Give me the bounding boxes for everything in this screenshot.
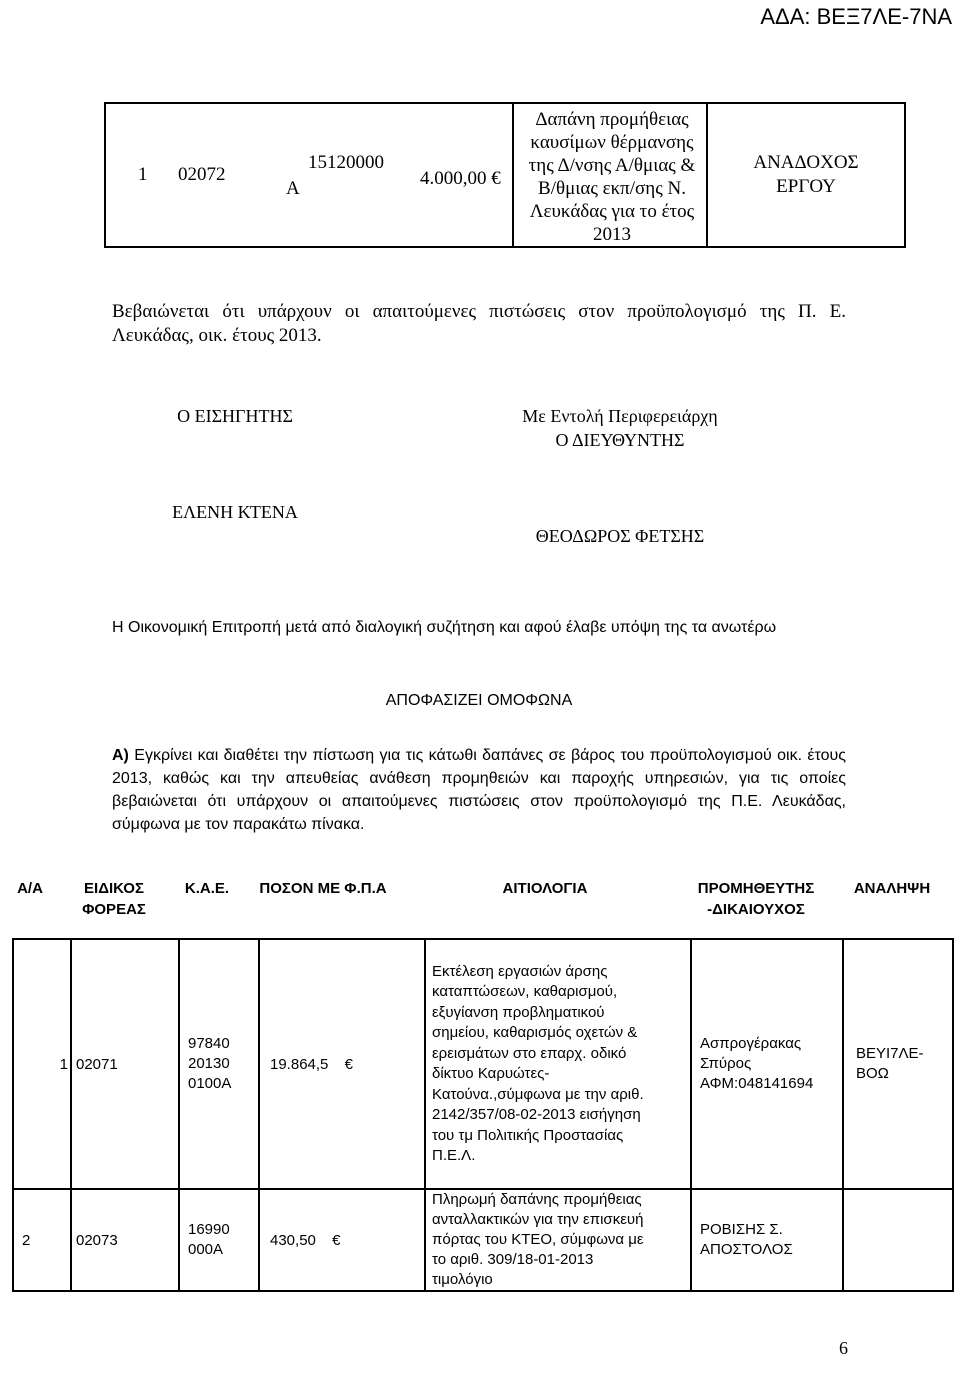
top-amount: 4.000,00 €	[420, 168, 501, 189]
header-kae: Κ.Α.Ε.	[184, 880, 230, 897]
top-kae-a: 15120000	[308, 152, 384, 173]
header-reason: ΑΙΤΙΟΛΟΓΙΑ	[502, 880, 588, 897]
ada-code: ΑΔΑ: ΒΕΞ7ΛΕ-7ΝΑ	[760, 4, 952, 29]
row1-supplier: Ασπρογέρακας Σπύρος ΑΦΜ:048141694	[691, 939, 843, 1189]
table-row	[12, 938, 954, 1190]
row1-commitment: ΒΕΥΙ7ΛΕ- ΒΟΩ	[843, 939, 953, 1189]
decision-paragraph	[112, 744, 846, 836]
header-special-body: ΕΙΔΙΚΟΣ ΦΟΡΕΑΣ	[82, 880, 146, 918]
top-description: Δαπάνη προμήθειας καυσίμων θέρμανσης της Δ/νσης Α/θμιας & Β/θμιας εκπ/σης Ν. Λευκάδας για το έτος 2013	[528, 109, 696, 245]
row2-kae: 16990 000Α	[179, 1189, 259, 1291]
row2-commitment	[843, 1189, 953, 1291]
row1-kae: 97840 20130 0100Α	[179, 939, 259, 1189]
header-supplier: ΠΡΟΜΗΘΕΥΤΗΣ -ΔΙΚΑΙΟΥΧΟΣ	[697, 880, 815, 918]
certification-text: Βεβαιώνεται ότι υπάρχουν οι απαιτούμενες πιστώσεις στον προϋπολογισμό της Π. Ε. Λευκάδας, οικ. έτους 2013.	[112, 301, 846, 346]
top-description-cell	[513, 103, 707, 247]
top-kae-b: Α	[286, 178, 300, 199]
rapporteur-name: ΕΛΕΝΗ ΚΤΕΝΑ	[172, 502, 298, 522]
row1-aa: 1	[13, 939, 71, 1189]
header-commitment: ΑΝΑΛΗΨΗ	[853, 880, 931, 897]
director-name: ΘΕΟΔΩΡΟΣ ΦΕΤΣΗΣ	[535, 526, 705, 546]
page-number: 6	[839, 1338, 848, 1358]
director-title: Με Εντολή Περιφερειάρχη Ο ΔΙΕΥΘΥΝΤΗΣ	[522, 406, 718, 450]
header-amount: ΠΟΣΟΝ ΜΕ Φ.Π.Α	[259, 880, 387, 897]
top-code: 02072	[178, 164, 226, 185]
row2-supplier: ΡΟΒΙΣΗΣ Σ. ΑΠΟΣΤΟΛΟΣ	[691, 1189, 843, 1291]
top-expense-table	[104, 102, 906, 248]
row1-reason: Εκτέλεση εργασιών άρσης καταπτώσεων, καθαρισμού, εξυγίανση προβληματικού σημείου, καθαρισμός οχετών & ερεισμάτων στο επαρχ. οδικό δίκτυο Καρυώτες- Κατούνα.,σύμφωνα με την αριθ. 2142/357/08-02-2013 εισήγηση του τμ Πολιτικής Προστασίας Π.Ε.Λ.	[425, 939, 691, 1189]
top-aa: 1	[138, 164, 148, 185]
committee-intro: Η Οικονομική Επιτροπή μετά από διαλογική συζήτηση και αφού έλαβε υπόψη της τα ανωτέρω	[112, 619, 777, 636]
row1-code: 02071	[71, 939, 179, 1189]
header-aa: Α/Α	[17, 880, 43, 897]
row2-code: 02073	[71, 1189, 179, 1291]
top-row-info	[105, 103, 513, 247]
row2-aa: 2	[13, 1189, 71, 1291]
decision-text: Εγκρίνει και διαθέτει την πίστωση για τις κάτωθι δαπάνες σε βάρος του προϋπολογισμού οικ. έτους 2013, καθώς και την απευθείας ανάθεση προμηθειών και παροχής υπηρεσιών, για τις οποίες βεβαιώνεται ότι υπάρχουν οι απαιτούμενες πιστώσεις στον προϋπολογισμό της Π.Ε. Λευκάδας, σύμφωνα με τον παρακάτω πίνακα.	[112, 747, 846, 833]
row2-reason: Πληρωμή δαπάνης προμήθειας ανταλλακτικών για την επισκευή πόρτας του ΚΤΕΟ, σύμφωνα με το αριθ. 309/18-01-2013 τιμολόγιο	[425, 1189, 691, 1291]
decision-heading: ΑΠΟΦΑΣΙΖΕΙ ΟΜΟΦΩΝΑ	[385, 692, 573, 709]
rapporteur-title: Ο ΕΙΣΗΓΗΤΗΣ	[177, 406, 293, 426]
row1-amount: 19.864,5 €	[259, 939, 425, 1189]
decision-label: Α)	[112, 747, 129, 764]
table-row	[12, 1188, 954, 1292]
row2-amount: 430,50 €	[259, 1189, 425, 1291]
top-contractor: ΑΝΑΔΟΧΟΣ ΕΡΓΟΥ	[707, 103, 905, 247]
